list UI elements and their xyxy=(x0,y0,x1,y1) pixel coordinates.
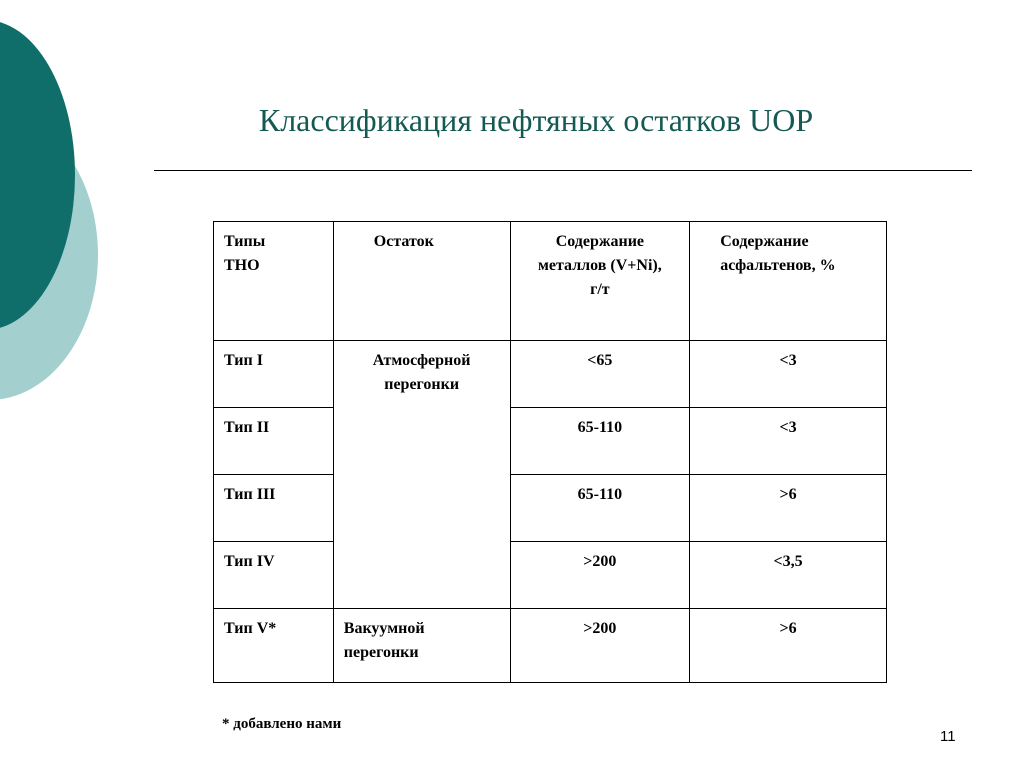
table-row xyxy=(214,609,887,683)
row-metals: >200 xyxy=(510,542,690,609)
header-cell-metals: Содержание металлов (V+Ni), г/т xyxy=(510,222,690,341)
table-row xyxy=(214,542,887,609)
row-type: Тип III xyxy=(214,475,334,542)
header-row xyxy=(214,222,887,341)
row-asphaltenes: <3 xyxy=(690,408,887,475)
row-type: Тип IV xyxy=(214,542,334,609)
row-metals: >200 xyxy=(510,609,690,683)
slide-title: Классификация нефтяных остатков UOP xyxy=(258,102,814,138)
row-residue: Вакуумной перегонки xyxy=(333,609,510,683)
header-cell-asphaltenes: Содержание асфальтенов, % xyxy=(690,222,887,341)
table-row xyxy=(214,341,887,408)
row-metals: 65-110 xyxy=(510,408,690,475)
header-cell-type: Типы ТНО xyxy=(214,222,334,341)
table-row xyxy=(214,475,887,542)
page-number: 11 xyxy=(940,728,956,745)
row-asphaltenes: >6 xyxy=(690,609,887,683)
row-asphaltenes: <3,5 xyxy=(690,542,887,609)
row-type: Тип II xyxy=(214,408,334,475)
classification-table xyxy=(213,221,887,683)
row-type: Тип V* xyxy=(214,609,334,683)
row-asphaltenes: <3 xyxy=(690,341,887,408)
row-metals: <65 xyxy=(510,341,690,408)
header-cell-residue: Остаток xyxy=(333,222,510,341)
row-type: Тип I xyxy=(214,341,334,408)
row-residue: Атмосферной перегонки xyxy=(333,341,510,609)
title-divider xyxy=(154,170,972,171)
table-row xyxy=(214,408,887,475)
row-asphaltenes: >6 xyxy=(690,475,887,542)
footnote: * добавлено нами xyxy=(222,716,342,732)
row-metals: 65-110 xyxy=(510,475,690,542)
